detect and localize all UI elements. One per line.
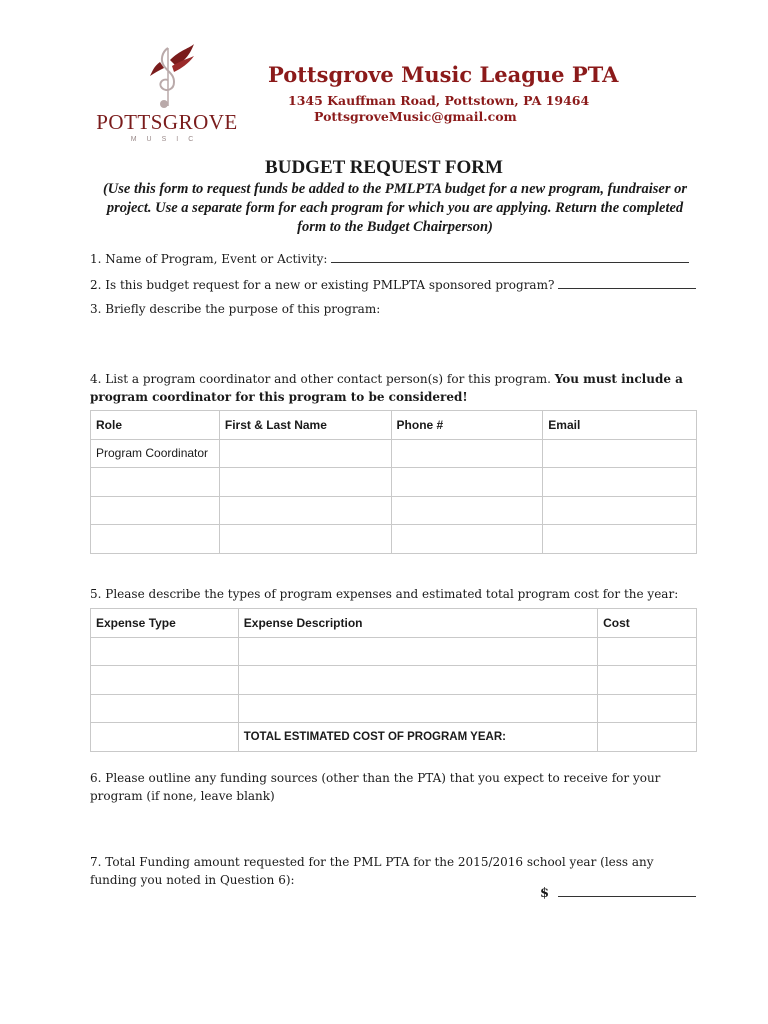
org-name: Pottsgrove Music League PTA bbox=[268, 62, 619, 87]
table-cell[interactable] bbox=[91, 694, 239, 723]
table-cell[interactable] bbox=[598, 666, 697, 695]
table-row bbox=[91, 637, 697, 666]
table-cell[interactable] bbox=[391, 468, 543, 497]
table-cell bbox=[91, 723, 239, 752]
total-cost-cell[interactable] bbox=[598, 723, 697, 752]
funding-amount bbox=[540, 885, 696, 901]
table-row bbox=[91, 468, 697, 497]
total-cost-label: TOTAL ESTIMATED COST OF PROGRAM YEAR: bbox=[238, 723, 597, 752]
table-total-row bbox=[91, 723, 697, 752]
pottsgrove-logo bbox=[92, 40, 242, 152]
table-cell[interactable] bbox=[238, 637, 597, 666]
org-address: 1345 Kauffman Road, Pottstown, PA 19464 bbox=[288, 93, 590, 108]
form-title: BUDGET REQUEST FORM bbox=[265, 157, 503, 178]
header-role: Role bbox=[91, 411, 220, 440]
table-cell[interactable] bbox=[91, 525, 220, 554]
question-4 bbox=[90, 370, 690, 406]
question-4-requirement: You must include a program coordinator for this program to be considered! bbox=[90, 372, 683, 404]
header-cost: Cost bbox=[598, 609, 697, 638]
table-cell[interactable] bbox=[543, 496, 697, 525]
table-cell[interactable] bbox=[238, 694, 597, 723]
question-5 bbox=[90, 585, 678, 603]
table-cell[interactable] bbox=[391, 496, 543, 525]
table-header-row bbox=[91, 411, 697, 440]
table-cell[interactable] bbox=[91, 637, 239, 666]
header-phone: Phone # bbox=[391, 411, 543, 440]
table-header-row bbox=[91, 609, 697, 638]
table-cell[interactable] bbox=[598, 694, 697, 723]
header-expense-description: Expense Description bbox=[238, 609, 597, 638]
table-cell[interactable] bbox=[219, 439, 391, 468]
question-7 bbox=[90, 853, 690, 889]
table-cell[interactable] bbox=[91, 468, 220, 497]
logo-wordmark: POTTSGROVE bbox=[96, 110, 238, 134]
table-row bbox=[91, 666, 697, 695]
table-cell[interactable] bbox=[391, 525, 543, 554]
expenses-table bbox=[90, 608, 697, 752]
header-name: First & Last Name bbox=[219, 411, 391, 440]
question-3-label: 3. Briefly describe the purpose of this program: bbox=[90, 302, 381, 316]
question-1 bbox=[90, 250, 689, 268]
table-row bbox=[91, 525, 697, 554]
table-cell[interactable] bbox=[391, 439, 543, 468]
table-cell[interactable] bbox=[219, 496, 391, 525]
program-name-field[interactable] bbox=[331, 251, 689, 263]
logo-subtitle: MUSIC bbox=[130, 136, 204, 143]
question-3 bbox=[90, 300, 380, 318]
question-4-label: 4. List a program coordinator and other contact person(s) for this program. bbox=[90, 372, 551, 386]
currency-symbol: $ bbox=[540, 886, 550, 901]
table-cell[interactable] bbox=[543, 468, 697, 497]
table-cell[interactable] bbox=[598, 637, 697, 666]
question-2 bbox=[90, 276, 696, 294]
contacts-table bbox=[90, 410, 697, 554]
question-6 bbox=[90, 769, 690, 805]
funding-amount-field[interactable] bbox=[558, 885, 696, 897]
table-cell[interactable] bbox=[219, 468, 391, 497]
question-6-label: 6. Please outline any funding sources (other than the PTA) that you expect to receive for your program (if none, leave blank) bbox=[90, 771, 661, 803]
header-email: Email bbox=[543, 411, 697, 440]
table-cell[interactable] bbox=[238, 666, 597, 695]
table-cell[interactable] bbox=[91, 666, 239, 695]
table-cell[interactable] bbox=[543, 439, 697, 468]
question-7-label: 7. Total Funding amount requested for the PML PTA for the 2015/2016 school year (less any funding you noted in Question 6): bbox=[90, 855, 654, 887]
question-5-label: 5. Please describe the types of program expenses and estimated total program cost for the year: bbox=[90, 587, 679, 601]
table-cell: Program Coordinator bbox=[91, 439, 220, 468]
table-row bbox=[91, 439, 697, 468]
form-instructions: (Use this form to request funds be added to the PMLPTA budget for a new program, fundraiser or project. Use a separate form for each program for which you are applying. Return the completed form to the Budget Chairperson) bbox=[102, 181, 688, 235]
table-cell[interactable] bbox=[91, 496, 220, 525]
table-row bbox=[91, 496, 697, 525]
question-2-label: 2. Is this budget request for a new or existing PMLPTA sponsored program? bbox=[90, 278, 555, 292]
table-cell[interactable] bbox=[219, 525, 391, 554]
new-or-existing-field[interactable] bbox=[558, 277, 696, 289]
question-1-label: 1. Name of Program, Event or Activity: bbox=[90, 252, 328, 266]
org-email: PottsgroveMusic@gmail.com bbox=[314, 109, 517, 124]
winged-treble-clef-icon bbox=[140, 42, 196, 112]
header-expense-type: Expense Type bbox=[91, 609, 239, 638]
table-cell[interactable] bbox=[543, 525, 697, 554]
table-row bbox=[91, 694, 697, 723]
